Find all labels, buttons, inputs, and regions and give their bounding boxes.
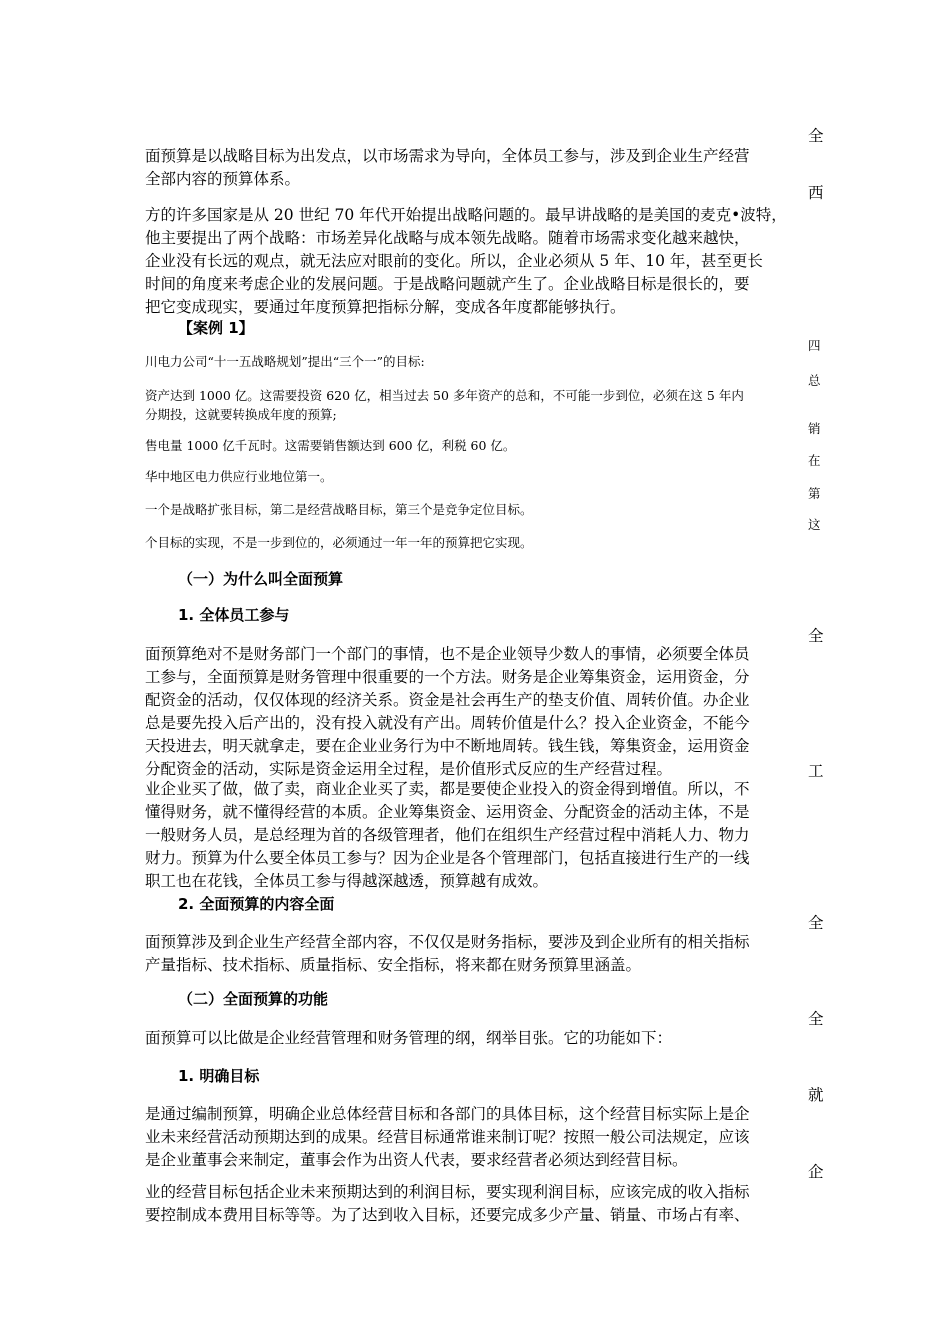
- case-line: 资产达到 1000 亿。这需要投资 620 亿，相当过去 50 多年资产的总和，不可能一步到位，必须在这 5 年内 分期投，这就要转换成年度的预算;: [145, 388, 744, 422]
- text-line: 面预算涉及到企业生产经营全部内容，不仅仅是财务指标，要涉及到企业所有的相关指标: [145, 933, 750, 951]
- text-line: 业的经营目标包括企业未来预期达到的利润目标，要实现利润目标，应该完成的收入指标: [145, 1183, 750, 1201]
- text-line: 业企业买了做，做了卖，商业企业买了卖，都是要使企业投入的资金得到增值。所以，不: [145, 780, 750, 798]
- text-line: 配资金的活动，仅仅体现的经济关系。资金是社会再生产的垫支价值、周转价值。办企业: [145, 691, 750, 709]
- text-line: 财力。预算为什么要全体员工参与？因为企业是各个管理部门，包括直接进行生产的一线: [145, 849, 750, 867]
- margin-char: 西: [808, 184, 824, 202]
- text-line: 是通过编制预算，明确企业总体经营目标和各部门的具体目标，这个经营目标实际上是企: [145, 1105, 750, 1123]
- margin-char: 第: [808, 486, 821, 501]
- text-line: 工参与，全面预算是财务管理中很重要的一个方法。财务是企业筹集资金，运用资金，分: [145, 668, 750, 686]
- paragraph-budget-definition: [145, 145, 815, 191]
- subheading-content-comprehensive: 2. 全面预算的内容全面: [178, 895, 335, 913]
- margin-char: 全: [808, 127, 824, 145]
- subheading-all-staff: 1. 全体员工参与: [178, 606, 290, 624]
- text-line: 面预算可以比做是企业经营管理和财务管理的纲，纲举目张。它的功能如下：: [145, 1029, 673, 1047]
- text-line: 面预算绝对不是财务部门一个部门的事情，也不是企业领导少数人的事情，必须要全体员: [145, 645, 750, 663]
- paragraph-industrial-enterprise: [145, 778, 815, 893]
- subheading-clear-goals: 1. 明确目标: [178, 1067, 260, 1085]
- margin-char: 总: [808, 373, 821, 388]
- text-line: 分配资金的活动，实际是资金运用全过程，是价值形式反应的生产经营过程。: [145, 760, 673, 778]
- paragraph-content-scope: [145, 931, 815, 977]
- paragraph-strategy-origin: [145, 204, 815, 319]
- text-line: 要控制成本费用目标等等。为了达到收入目标，还要完成多少产量、销量、市场占有率、: [145, 1206, 750, 1224]
- paragraph-business-goals: [145, 1181, 815, 1227]
- margin-char: 四: [808, 338, 821, 353]
- text-line: 总是要先投入后产出的，没有投入就没有产出。周转价值是什么？投入企业资金，不能今: [145, 714, 750, 732]
- margin-char: 在: [808, 453, 821, 468]
- section-heading-why-comprehensive: （一）为什么叫全面预算: [178, 570, 344, 588]
- case-line: 个目标的实现，不是一步到位的，必须通过一年一年的预算把它实现。: [145, 535, 533, 550]
- margin-char: 这: [808, 517, 821, 532]
- margin-char: 全: [808, 1010, 824, 1028]
- text-line: 企业没有长远的观点，就无法应对眼前的变化。所以，企业必须从 5 年、10 年，甚至更长: [145, 252, 763, 270]
- margin-char: 企: [808, 1163, 824, 1181]
- text-line: 懂得财务，就不懂得经营的本质。企业筹集资金、运用资金、分配资金的活动主体，不是: [145, 803, 750, 821]
- case-line: 售电量 1000 亿千瓦时。这需要销售额达到 600 亿，利税 60 亿。: [145, 438, 516, 453]
- text-line: 是企业董事会来制定，董事会作为出资人代表，要求经营者必须达到经营目标。: [145, 1151, 688, 1169]
- text-line: 时间的角度来考虑企业的发展问题。于是战略问题就产生了。企业战略目标是很长的，要: [145, 275, 750, 293]
- case-line: 川电力公司“十一五战略规划”提出“三个一”的目标:: [145, 354, 425, 369]
- paragraph-all-staff: [145, 643, 815, 781]
- text-line: 把它变成现实，要通过年度预算把指标分解，变成各年度都能够执行。: [145, 298, 626, 316]
- text-line: 一般财务人员，是总经理为首的各级管理者，他们在组织生产经营过程中消耗人力、物力: [145, 826, 750, 844]
- text-line: 面预算是以战略目标为出发点，以市场需求为导向，全体员工参与，涉及到企业生产经营: [145, 147, 750, 165]
- case-line: 华中地区电力供应行业地位第一。: [145, 469, 333, 484]
- text-line: 方的许多国家是从 20 世纪 70 年代开始提出战略问题的。最早讲战略的是美国的麦克•波特，: [145, 206, 787, 224]
- margin-char: 销: [808, 421, 821, 436]
- margin-char: 全: [808, 914, 824, 932]
- text-line: 产量指标、技术指标、质量指标、安全指标，将来都在财务预算里涵盖。: [145, 956, 642, 974]
- paragraph-clear-goals: [145, 1103, 815, 1172]
- margin-char: 工: [808, 762, 824, 780]
- text-line: 职工也在花钱，全体员工参与得越深越透，预算越有成效。: [145, 872, 549, 890]
- margin-char: 就: [808, 1086, 824, 1104]
- text-line: 他主要提出了两个战略：市场差异化战略与成本领先战略。随着市场需求变化越来越快，: [145, 229, 750, 247]
- text-line: 业未来经营活动预期达到的成果。经营目标通常谁来制订呢？按照一般公司法规定，应该: [145, 1128, 750, 1146]
- text-line: 全部内容的预算体系。: [145, 170, 301, 188]
- section-heading-functions: （二）全面预算的功能: [178, 990, 329, 1008]
- paragraph-functions-intro: [145, 1027, 815, 1050]
- text-line: 天投进去，明天就拿走，要在企业业务行为中不断地周转。钱生钱，筹集资金，运用资金: [145, 737, 750, 755]
- margin-char: 全: [808, 627, 824, 645]
- case-heading: 【案例 1】: [178, 319, 254, 337]
- case-line: 一个是战略扩张目标，第二是经营战略目标，第三个是竞争定位目标。: [145, 502, 533, 517]
